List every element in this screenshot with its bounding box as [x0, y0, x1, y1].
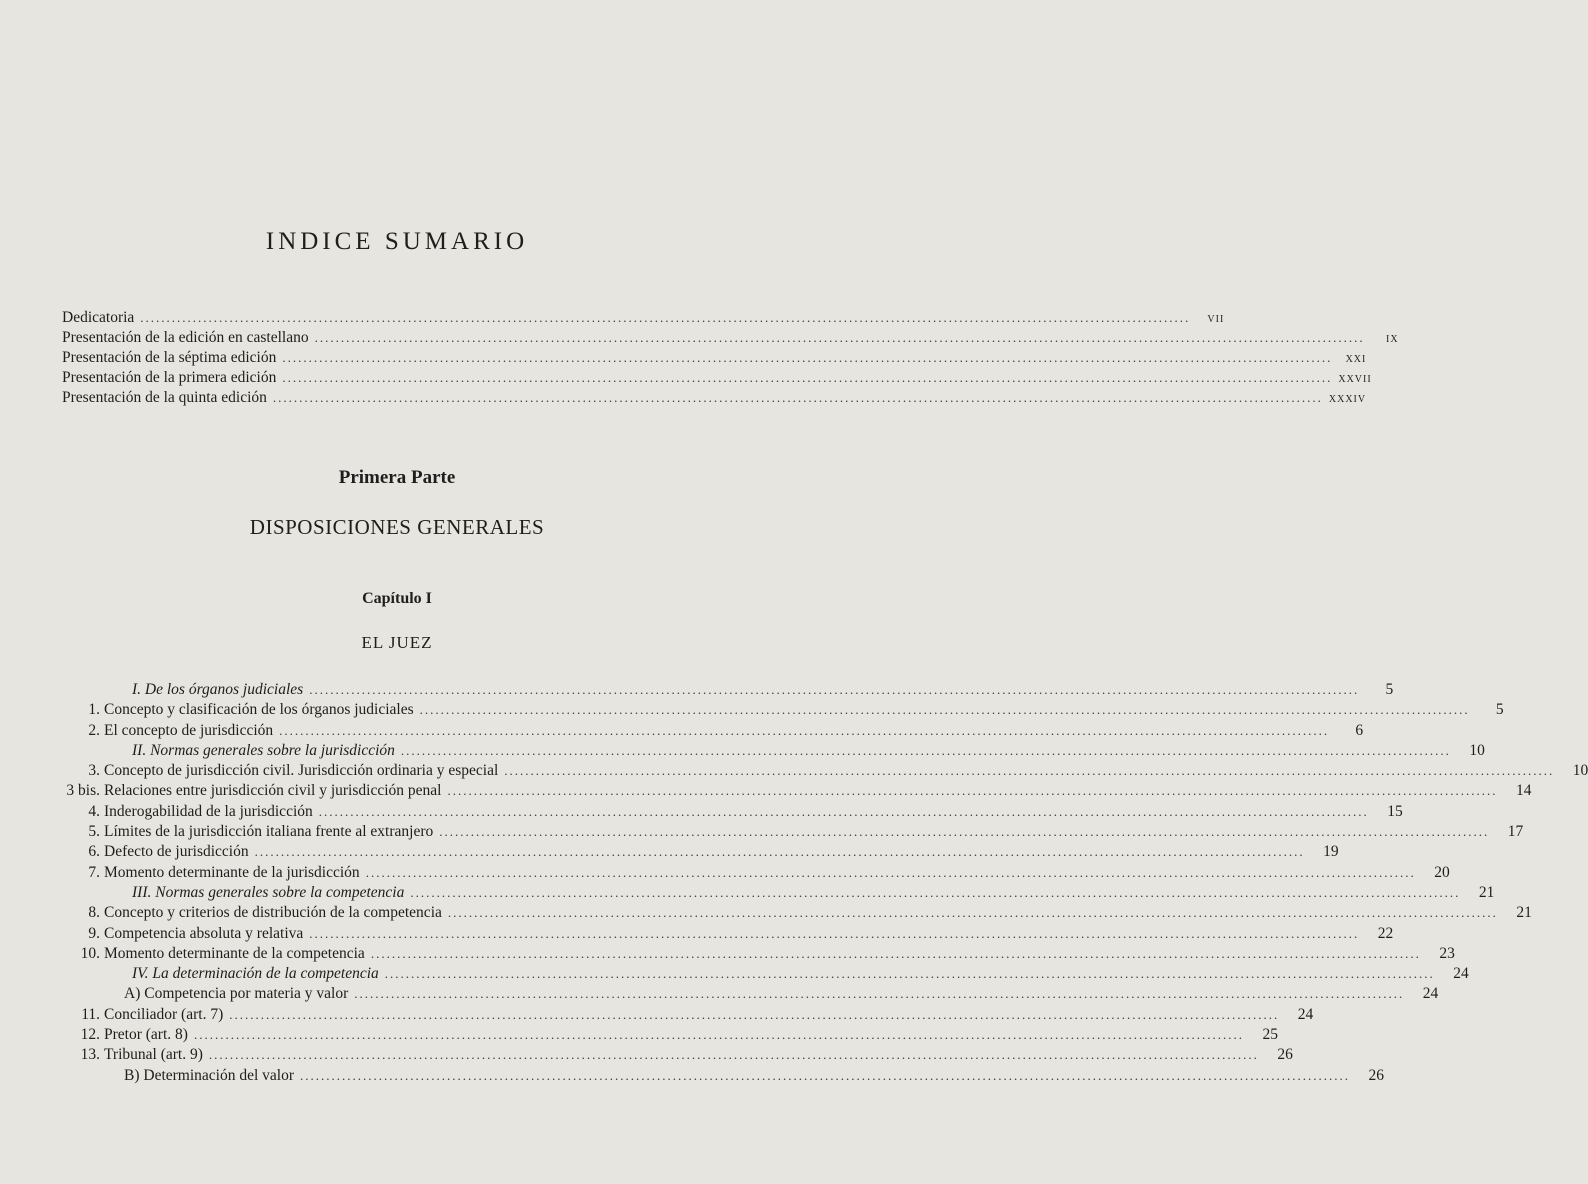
dot-leader: ........................................................................................................................................................................................................ — [272, 390, 1323, 405]
entry-text: Momento determinante de la competencia — [104, 944, 365, 962]
entry-text: Concepto y clasificación de los órganos judiciales — [104, 701, 414, 719]
page-number: 10 — [1469, 741, 1485, 759]
entry-number: 2. — [88, 721, 100, 739]
dot-leader: ........................................................................................................................................................................................................ — [504, 763, 1555, 779]
dot-leader: ........................................................................................................................................................................................................ — [400, 742, 1451, 758]
dot-leader: ........................................................................................................................................................................................................ — [300, 1067, 1351, 1083]
dot-leader: ........................................................................................................................................................................................................ — [309, 682, 1360, 697]
page-title: INDICE SUMARIO — [265, 228, 529, 255]
toc-entry — [62, 903, 1532, 923]
dot-leader: ........................................................................................................................................................................................................ — [365, 864, 1416, 880]
page-number: xxi — [1345, 351, 1367, 366]
front-matter-list — [62, 308, 1399, 408]
part-title: DISPOSICIONES GENERALES — [249, 515, 545, 539]
dot-leader: ........................................................................................................................................................................................................ — [229, 1006, 1280, 1022]
dot-leader: ........................................................................................................................................................................................................ — [282, 370, 1333, 385]
dot-leader: ........................................................................................................................................................................................................ — [314, 330, 1365, 345]
entry-text: II. Normas generales sobre la jurisdicción — [132, 741, 395, 759]
dot-leader: ........................................................................................................................................................................................................ — [439, 824, 1490, 840]
entry-number: 9. — [88, 924, 100, 942]
part-label: Primera Parte — [338, 467, 456, 488]
toc-entry — [62, 680, 1394, 700]
dot-leader: ........................................................................................................................................................................................................ — [384, 966, 1435, 982]
page-number: 17 — [1507, 823, 1524, 841]
dot-leader: ........................................................................................................................................................................................................ — [370, 945, 1421, 961]
entry-text: Tribunal (art. 9) — [104, 1046, 203, 1064]
toc-entry — [62, 761, 1588, 781]
dot-leader: ........................................................................................................................................................................................................ — [208, 1047, 1259, 1063]
entry-text: Conciliador (art. 7) — [104, 1005, 224, 1023]
entry-number: 1. — [88, 701, 100, 719]
entry-text: IV. La determinación de la competencia — [132, 965, 379, 983]
entry-text: Relaciones entre jurisdicción civil y jurisdicción penal — [104, 782, 442, 800]
toc-entry — [62, 822, 1524, 842]
entry-text: Presentación de la primera edición — [62, 369, 277, 386]
toc-entry — [62, 1025, 1278, 1045]
dot-leader: ........................................................................................................................................................................................................ — [309, 925, 1360, 941]
dot-leader: ........................................................................................................................................................................................................ — [447, 783, 1498, 799]
toc-entry — [62, 781, 1532, 801]
chapter-title: EL JUEZ — [361, 633, 433, 652]
toc-entry — [62, 700, 1504, 720]
toc-entry — [62, 741, 1485, 761]
dot-leader: ........................................................................................................................................................................................................ — [282, 350, 1333, 365]
toc-entry — [62, 984, 1439, 1004]
entry-text: Competencia absoluta y relativa — [104, 924, 304, 942]
entry-number: 7. — [88, 863, 100, 881]
dot-leader: ........................................................................................................................................................................................................ — [279, 722, 1330, 738]
entry-text: Defecto de jurisdicción — [104, 843, 249, 861]
page-number: 24 — [1297, 1005, 1314, 1023]
entry-text: Presentación de la edición en castellano — [62, 329, 309, 346]
entry-number: 8. — [88, 904, 100, 922]
toc-entry — [62, 1045, 1293, 1065]
toc-entry — [62, 721, 1364, 741]
toc-entry — [62, 1005, 1314, 1025]
entry-text: Presentación de la séptima edición — [62, 349, 277, 366]
page-number: 25 — [1262, 1026, 1278, 1044]
entry-number: 10. — [80, 944, 100, 962]
entry-text: III. Normas generales sobre la competencia — [132, 883, 405, 901]
toc-entry — [62, 944, 1455, 964]
page-number: 26 — [1368, 1066, 1385, 1084]
dot-leader: ........................................................................................................................................................................................................ — [140, 310, 1191, 325]
front-matter-item — [62, 368, 1372, 388]
toc-entry — [62, 883, 1495, 903]
page-number: 15 — [1387, 802, 1403, 820]
page-number: 14 — [1515, 782, 1532, 800]
entry-number: 12. — [80, 1026, 100, 1044]
entry-text: A) Competencia por materia y valor — [124, 985, 349, 1003]
entry-number: 4. — [88, 802, 100, 820]
entry-number: 3 bis. — [66, 782, 100, 800]
front-matter-item — [62, 308, 1225, 328]
page-number: 5 — [1385, 681, 1394, 698]
chapter-contents-list — [62, 680, 1588, 1086]
toc-entry — [62, 964, 1469, 984]
entry-text: Concepto y criterios de distribución de la competencia — [104, 904, 442, 922]
dot-leader: ........................................................................................................................................................................................................ — [447, 905, 1498, 921]
dot-leader: ........................................................................................................................................................................................................ — [410, 884, 1461, 900]
page-number: vii — [1207, 311, 1225, 326]
toc-entry — [62, 863, 1450, 883]
front-matter-item — [62, 388, 1367, 408]
entry-text: B) Determinación del valor — [124, 1066, 295, 1084]
entry-text: Presentación de la quinta edición — [62, 389, 267, 406]
entry-text: Momento determinante de la jurisdicción — [104, 863, 360, 881]
entry-text: Límites de la jurisdicción italiana frente al extranjero — [104, 823, 434, 841]
front-matter-item — [62, 328, 1399, 348]
dot-leader: ........................................................................................................................................................................................................ — [354, 986, 1405, 1002]
page-number: 21 — [1478, 883, 1495, 901]
page-number: 24 — [1422, 985, 1439, 1003]
entry-text: Inderogabilidad de la jurisdicción — [104, 802, 313, 820]
toc-entry — [62, 1066, 1385, 1086]
page-number: 20 — [1434, 863, 1450, 881]
entry-number: 11. — [81, 1005, 100, 1023]
page-number: 10 — [1572, 762, 1588, 780]
page-number: ix — [1386, 331, 1399, 346]
front-matter-item — [62, 348, 1367, 368]
chapter-label: Capítulo I — [362, 590, 432, 607]
entry-text: Concepto de jurisdicción civil. Jurisdicción ordinaria y especial — [104, 762, 499, 780]
dot-leader: ........................................................................................................................................................................................................ — [254, 844, 1305, 860]
toc-entry — [62, 802, 1403, 822]
toc-entry — [62, 924, 1394, 944]
page-number: 5 — [1495, 701, 1504, 719]
page-number: xxvii — [1338, 371, 1372, 386]
toc-entry — [62, 842, 1339, 862]
entry-text: Pretor (art. 8) — [104, 1026, 188, 1044]
dot-leader: ........................................................................................................................................................................................................ — [193, 1027, 1244, 1043]
page-number: 19 — [1323, 843, 1339, 861]
entry-number: 3. — [88, 762, 100, 780]
dot-leader: ........................................................................................................................................................................................................ — [318, 803, 1369, 819]
dot-leader: ........................................................................................................................................................................................................ — [419, 702, 1470, 718]
page-number: 26 — [1277, 1046, 1293, 1064]
page-number: 22 — [1377, 924, 1394, 942]
entry-number: 5. — [88, 823, 100, 841]
page-number: 24 — [1453, 965, 1469, 983]
entry-text: I. De los órganos judiciales — [132, 681, 304, 698]
page-number: 6 — [1355, 721, 1364, 739]
entry-text: El concepto de jurisdicción — [104, 721, 274, 739]
page-number: 21 — [1516, 904, 1532, 922]
entry-text: Dedicatoria — [62, 309, 135, 326]
entry-number: 13. — [80, 1046, 100, 1064]
page-number: 23 — [1439, 944, 1455, 962]
entry-number: 6. — [88, 843, 100, 861]
page-number: xxxiv — [1328, 391, 1367, 406]
